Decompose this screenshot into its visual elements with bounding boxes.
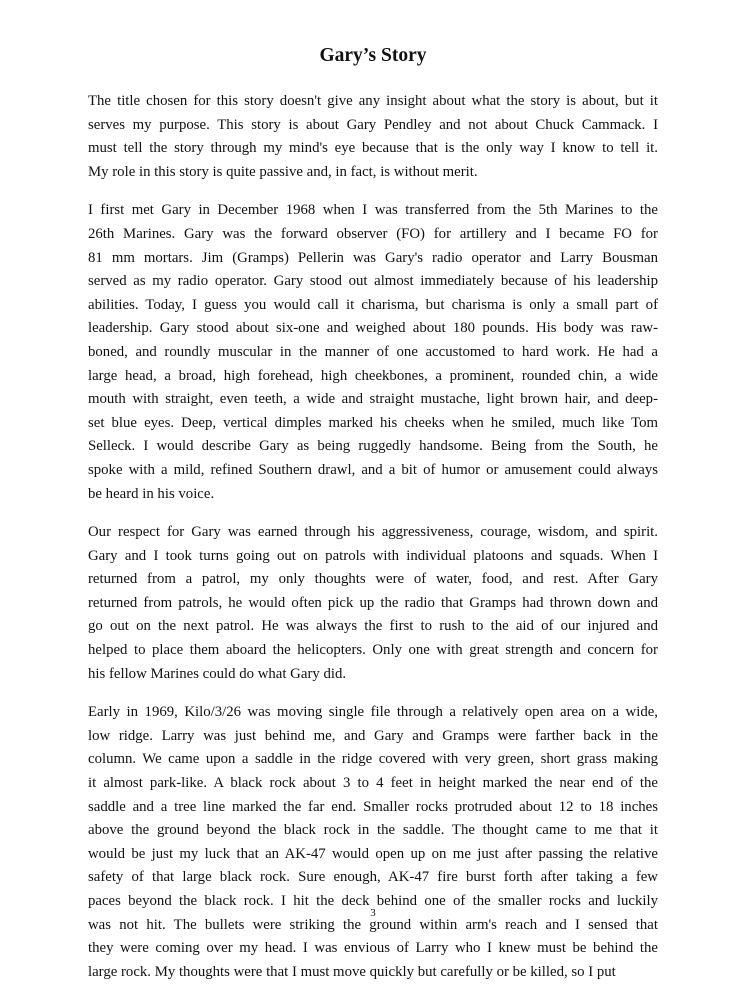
text-line: abilities. Today, I guess you would call it charisma, but charisma is only a small part of bbox=[88, 296, 658, 313]
text-line: returned from patrols, he would often pick up the radio that Gramps had thrown down and bbox=[88, 594, 658, 611]
text-line: large rock. My thoughts were that I must move quickly but carefully or be killed, so I put bbox=[88, 963, 616, 980]
text-line: paces beyond the black rock. I hit the deck behind one of the smaller rocks and luckily bbox=[88, 893, 658, 909]
story-body bbox=[88, 90, 658, 999]
text-line: returned from a patrol, my only thoughts were of water, food, and rest. After Gary bbox=[88, 571, 658, 588]
text-line: column. We came upon a saddle in the ridge covered with very green, short grass making bbox=[88, 751, 658, 768]
text-line: was not hit. The bullets were striking the ground within arm's reach and I sensed that bbox=[88, 916, 658, 933]
text-line: set blue eyes. Deep, vertical dimples marked his cheeks when he smiled, much like Tom bbox=[88, 414, 658, 431]
text-line: safety of that large black rock. Sure enough, AK-47 fire burst forth after taking a few bbox=[88, 869, 658, 886]
text-line: boned, and roundly muscular in the manner of one accustomed to hard work. He had a bbox=[88, 343, 658, 360]
text-line: leadership. Gary stood about six-one and weighed about 180 pounds. His body was raw- bbox=[88, 320, 658, 337]
text-line: low ridge. Larry was just behind me, and Gary and Gramps were farther back in the bbox=[88, 727, 658, 744]
text-line: The title chosen for this story doesn't give any insight about what the story is about, but it bbox=[88, 93, 658, 109]
text-line: his fellow Marines could do what Gary did. bbox=[88, 665, 347, 682]
paragraph bbox=[88, 199, 658, 506]
paragraph bbox=[88, 521, 658, 686]
text-line: served as my radio operator. Gary stood out almost immediately because of his leadership bbox=[88, 273, 658, 290]
text-line: I first met Gary in December 1968 when I was transferred from the 5th Marines to the bbox=[88, 202, 658, 219]
text-line: it almost park-like. A black rock about 3 to 4 feet in height marked the near end of the bbox=[88, 775, 658, 792]
text-line: 81 mm mortars. Jim (Gramps) Pellerin was Gary's radio operator and Larry Bousman bbox=[88, 249, 658, 266]
text-line: Our respect for Gary was earned through his aggressiveness, courage, wisdom, and spirit. bbox=[88, 524, 658, 541]
text-line: saddle and a tree line marked the far end. Smaller rocks protruded about 12 to 18 inches bbox=[88, 798, 658, 815]
text-line: mouth with straight, even teeth, a wide and straight mustache, light brown hair, and deep- bbox=[88, 391, 658, 408]
text-line: be heard in his voice. bbox=[88, 485, 215, 502]
text-line: spoke with a mild, refined Southern drawl, and a bit of humor or amusement could always bbox=[88, 461, 658, 478]
page-title: Gary’s Story bbox=[319, 45, 427, 66]
text-line: serves my purpose. This story is about Gary Pendley and not about Chuck Cammack. I bbox=[88, 116, 658, 133]
text-line: Selleck. I would describe Gary as being ruggedly handsome. Being from the South, he bbox=[88, 438, 658, 455]
text-line: large head, a broad, high forehead, high cheekbones, a prominent, rounded chin, a wide bbox=[88, 367, 658, 384]
page-number: 3 bbox=[370, 907, 376, 919]
paragraph bbox=[88, 701, 658, 984]
text-line: 26th Marines. Gary was the forward observer (FO) for artillery and I became FO for bbox=[88, 225, 658, 242]
text-line: would be just my luck that an AK-47 would open up on me just after passing the relative bbox=[88, 845, 658, 862]
text-line: Gary and I took turns going out on patrols with individual platoons and squads. When I bbox=[88, 547, 658, 564]
paragraph bbox=[88, 90, 658, 184]
text-line: helped to place them aboard the helicopters. Only one with great strength and concern for bbox=[88, 642, 658, 659]
text-line: must tell the story through my mind's eye because that is the only way I know to tell it. bbox=[88, 140, 658, 157]
text-line: Early in 1969, Kilo/3/26 was moving single file through a relatively open area on a wide, bbox=[88, 704, 658, 721]
text-line: they were coming over my head. I was envious of Larry who I knew must be behind the bbox=[88, 940, 658, 957]
text-line: go out on the next patrol. He was always the first to rush to the aid of our injured and bbox=[88, 618, 658, 635]
text-line: above the ground beyond the black rock in the saddle. The thought came to me that it bbox=[88, 822, 658, 839]
text-line: My role in this story is quite passive and, in fact, is without merit. bbox=[88, 163, 478, 180]
